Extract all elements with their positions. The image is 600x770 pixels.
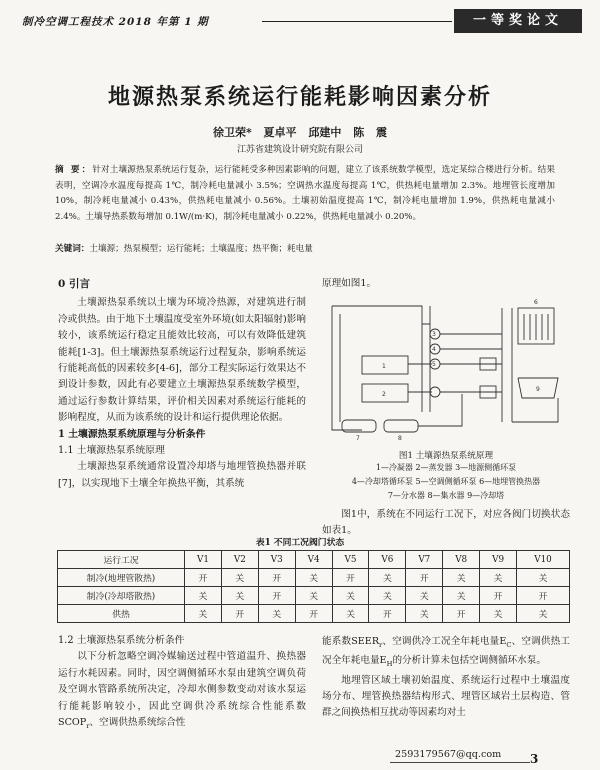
section-1-1-paragraph: 土壤源热泵系统通常设置冷却塔与地埋管换热器并联[7]，以实现地下土壤全年换热平衡，其系统 bbox=[58, 461, 306, 489]
valve-state-table bbox=[57, 550, 570, 623]
table-cell: 开 bbox=[406, 569, 443, 587]
header-cell: V10 bbox=[517, 551, 570, 569]
table-cell: 关 bbox=[258, 605, 295, 623]
award-tag: 一等奖论文 bbox=[454, 9, 582, 33]
table-cell: 开 bbox=[332, 569, 369, 587]
table-row bbox=[58, 587, 570, 605]
svg-text:4: 4 bbox=[432, 346, 436, 353]
section-1-1-heading: 1.1 土壤源热泵系统原理 bbox=[58, 445, 165, 457]
header-cell: V7 bbox=[406, 551, 443, 569]
table-cell: 开 bbox=[258, 587, 295, 605]
table-cell: 关 bbox=[517, 569, 570, 587]
affiliation: 江苏省建筑设计研究院有限公司 bbox=[236, 145, 363, 155]
figure-legend-line-1: 1—冷凝器 2—蒸发器 3—地源侧循环泵 bbox=[375, 463, 517, 472]
header-cell: V9 bbox=[480, 551, 517, 569]
header-rule bbox=[262, 21, 452, 22]
figure-reference: 原理如图1。 bbox=[322, 278, 377, 289]
table-cell: 开 bbox=[221, 605, 258, 623]
table-cell: 关 bbox=[480, 569, 517, 587]
svg-text:8: 8 bbox=[398, 435, 402, 442]
svg-text:6: 6 bbox=[534, 299, 538, 306]
svg-text:2: 2 bbox=[382, 391, 386, 398]
continuation-paragraph bbox=[322, 634, 570, 673]
figure-caption: 图1 土壤源热泵系统原理 bbox=[398, 451, 494, 461]
journal-name: 制冷空调工程技术 2018 年第 1 期 bbox=[22, 16, 209, 28]
soil-paragraph: 地埋管区域土壤初始温度、系统运行过程中土壤温度场分布、埋管换热器结构形式、埋管区域岩土层构造、管群之间换热相互扰动等因素均对土 bbox=[322, 674, 570, 719]
section-1-2-text: 以下分析忽略空调冷媒输送过程中管道温升、换热器运行水耗因素。同时，因空调侧循环水泵由建筑空调负荷及空调水管路系统所决定，冷却水侧参数变动对该水泵运行能耗影响较小，因此空调供冷系统综合性能系数SCOP bbox=[58, 651, 306, 729]
header-cell: V2 bbox=[221, 551, 258, 569]
figure-legend-line-3: 7—分水器 8—集水器 9—冷却塔 bbox=[387, 491, 505, 500]
table-cell: 关 bbox=[185, 587, 222, 605]
table-cell: 关 bbox=[332, 605, 369, 623]
bottom-left-column bbox=[58, 633, 306, 734]
left-column bbox=[58, 276, 306, 492]
header-cell: V4 bbox=[295, 551, 332, 569]
svg-text:1: 1 bbox=[382, 363, 386, 370]
seer-subscript: r bbox=[379, 640, 383, 649]
text-eh: 、空调供热工况全年耗电量E bbox=[322, 636, 571, 667]
section-1-heading: 1 土壤源热泵系统原理与分析条件 bbox=[58, 428, 206, 440]
header-cell: V6 bbox=[369, 551, 406, 569]
table-cell: 开 bbox=[443, 605, 480, 623]
table-header-row bbox=[58, 551, 570, 569]
system-schematic-diagram bbox=[322, 294, 568, 442]
svg-text:9: 9 bbox=[536, 386, 540, 393]
running-header bbox=[22, 9, 582, 33]
header-cell: V3 bbox=[258, 551, 295, 569]
ec-subscript: C bbox=[506, 640, 512, 649]
svg-text:7: 7 bbox=[356, 435, 360, 442]
keywords-label: 关键词： bbox=[55, 244, 90, 254]
text-ec: 、空调供冷工况全年耗电量E bbox=[382, 636, 507, 647]
abstract-label: 摘 要： bbox=[55, 165, 93, 175]
svg-text:5: 5 bbox=[432, 361, 436, 368]
table-cell: 关 bbox=[221, 587, 258, 605]
table-cell: 关 bbox=[369, 587, 406, 605]
footer-rule bbox=[390, 762, 530, 763]
figure-paragraph: 图1中，系统在不同运行工况下，对应各阀门切换状态如表1。 bbox=[322, 509, 570, 537]
table-cell: 制冷(地埋管散热) bbox=[58, 569, 185, 587]
figure-legend-line-2: 4—冷却塔循环泵 5—空调侧循环泵 6—地埋管换热器 bbox=[351, 477, 541, 486]
author-email: 2593179567@qq.com bbox=[395, 749, 502, 760]
header-cell: V8 bbox=[443, 551, 480, 569]
abstract bbox=[55, 163, 555, 225]
table-cell: 开 bbox=[517, 587, 570, 605]
page-number: 3 bbox=[530, 752, 539, 766]
keywords-text: 土壤源；热泵模型；运行能耗；土壤温度；热平衡；耗电量 bbox=[89, 244, 313, 254]
table-cell: 制冷(冷却塔散热) bbox=[58, 587, 185, 605]
eh-subscript: H bbox=[386, 660, 393, 669]
table-caption: 表1 不同工况阀门状态 bbox=[255, 538, 345, 548]
table-cell: 关 bbox=[185, 605, 222, 623]
table-cell: 关 bbox=[443, 569, 480, 587]
header-cell: V5 bbox=[332, 551, 369, 569]
svg-text:3: 3 bbox=[432, 331, 436, 338]
header-cell: 运行工况 bbox=[58, 551, 185, 569]
section-1-2-text-end: 、空调供热系统综合性 bbox=[89, 717, 186, 729]
authors: 徐卫荣* 夏卓平 邱建中 陈 震 bbox=[212, 126, 388, 139]
section-0-heading: 0 引言 bbox=[58, 278, 90, 290]
table-cell: 供热 bbox=[58, 605, 185, 623]
table-cell: 关 bbox=[221, 569, 258, 587]
table-cell: 开 bbox=[295, 605, 332, 623]
table-cell: 开 bbox=[185, 569, 222, 587]
text-seer: 能系数SEER bbox=[322, 636, 380, 647]
table-cell: 关 bbox=[295, 569, 332, 587]
header-cell: V1 bbox=[185, 551, 222, 569]
table-cell: 开 bbox=[258, 569, 295, 587]
table-cell: 关 bbox=[443, 587, 480, 605]
table-row bbox=[58, 569, 570, 587]
right-column bbox=[322, 276, 570, 540]
keywords bbox=[55, 242, 555, 254]
table-cell: 开 bbox=[480, 587, 517, 605]
bottom-right-column bbox=[322, 634, 570, 722]
table-cell: 关 bbox=[406, 605, 443, 623]
table-cell: 关 bbox=[480, 605, 517, 623]
intro-paragraph: 土壤源热泵系统以土壤为环境冷热源，对建筑进行制冷或供热。由于地下土壤温度受室外环境(如太阳辐射)影响较小，该系统运行稳定且能效比较高，可以有效降低建筑能耗[1-3]。但土壤源热泵系统运行过程复杂，影响系统运行能耗高低的因素较多[4-6]，部分工程实际运行效果达不到设计参数，因此有必要建立土壤源热泵系统数学模型，通过运行参数计算结果，评价相关因素对系统运行能耗的影响程度，从而为该系统的设计和运行提供理论依据。 bbox=[58, 297, 306, 424]
table-cell: 关 bbox=[517, 605, 570, 623]
paper-title: 地源热泵系统运行能耗影响因素分析 bbox=[107, 84, 492, 110]
scop-subscript: r bbox=[86, 721, 90, 730]
section-1-2-paragraph bbox=[58, 649, 306, 734]
table-cell: 关 bbox=[295, 587, 332, 605]
section-1-2-heading: 1.2 土壤源热泵系统分析条件 bbox=[58, 635, 185, 646]
table-cell: 关 bbox=[332, 587, 369, 605]
table-cell: 关 bbox=[406, 587, 443, 605]
table-cell: 开 bbox=[369, 605, 406, 623]
table-row bbox=[58, 605, 570, 623]
table-cell: 关 bbox=[369, 569, 406, 587]
abstract-text: 针对土壤源热泵系统运行复杂，运行能耗受多种因素影响的问题，建立了该系统数学模型，选定某综合楼进行分析。结果表明，空调冷水温度每提高 1℃，制冷耗电量减小 3.5%；空调热水温度每提高 1℃，供热耗电量增加 2.3%。地埋管长度增加 10%，制冷耗电量减小 0.43%，供热耗电量减小 0.56%。土壤初始温度提高 1℃，制冷耗电量增加 1.9%，供热耗电量减小 2.4%。土壤导热系数每增加 0.1W/(m·K)，制冷耗电量减小 0.22%，供热耗电量减小 0.20%。 bbox=[55, 165, 555, 222]
text-pump: 的分析计算未包括空调侧循环水泵。 bbox=[392, 655, 546, 667]
